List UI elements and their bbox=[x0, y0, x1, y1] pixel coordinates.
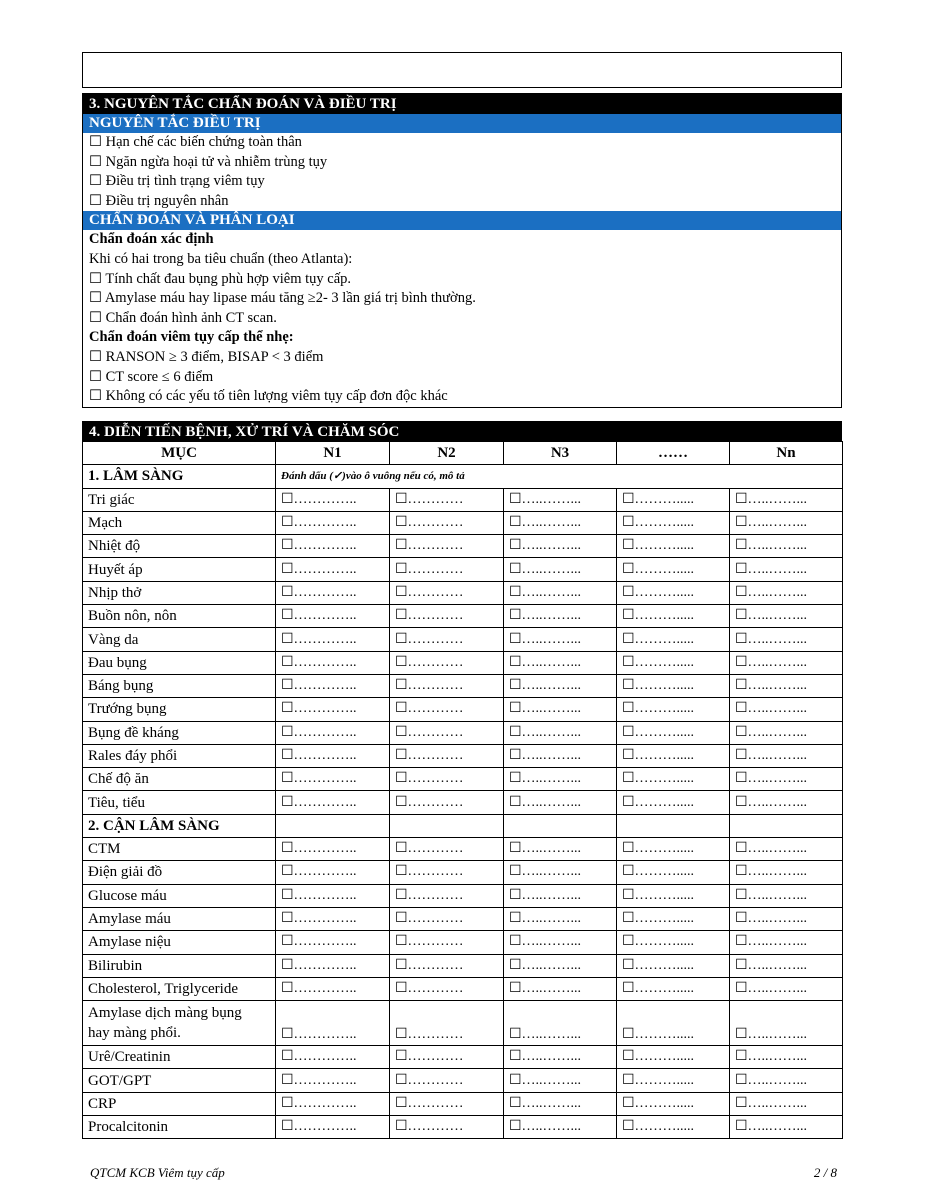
row-label: Cholesterol, Triglyceride bbox=[83, 977, 276, 1000]
section-3-principles bbox=[82, 93, 842, 408]
checkbox-cell[interactable]: ☐………… bbox=[390, 628, 504, 651]
row-label: Glucose máu bbox=[83, 884, 276, 907]
checkbox-cell[interactable]: ☐…..……... bbox=[730, 1116, 843, 1139]
table-row bbox=[83, 768, 843, 791]
table-row bbox=[83, 861, 843, 884]
checkbox-cell[interactable]: ☐…..……... bbox=[730, 954, 843, 977]
row-label: Trướng bụng bbox=[83, 698, 276, 721]
table-row bbox=[83, 931, 843, 954]
checkbox-cell[interactable]: ☐…..……... bbox=[504, 744, 617, 767]
checkbox-cell[interactable]: ☐………….. bbox=[276, 884, 390, 907]
checkbox-cell[interactable]: ☐………….. bbox=[276, 1001, 390, 1046]
lab-section-row bbox=[83, 814, 843, 837]
empty-cell bbox=[730, 814, 843, 837]
checkbox-cell[interactable]: ☐………..... bbox=[617, 721, 730, 744]
checkbox-cell[interactable]: ☐………… bbox=[390, 535, 504, 558]
checkbox-cell[interactable]: ☐………..... bbox=[617, 768, 730, 791]
checkbox-cell[interactable]: ☐………….. bbox=[276, 838, 390, 861]
checkbox-cell[interactable]: ☐………..... bbox=[617, 581, 730, 604]
checkbox-cell[interactable]: ☐………….. bbox=[276, 651, 390, 674]
checkbox-cell[interactable]: ☐………..... bbox=[617, 535, 730, 558]
checkbox-cell[interactable]: ☐………… bbox=[390, 1001, 504, 1046]
checkbox-cell[interactable]: ☐………….. bbox=[276, 744, 390, 767]
checkbox-cell[interactable]: ☐…..……... bbox=[504, 698, 617, 721]
checkbox-cell[interactable]: ☐…..……... bbox=[504, 1069, 617, 1092]
checkbox-cell[interactable]: ☐………… bbox=[390, 1046, 504, 1069]
row-label: Báng bụng bbox=[83, 674, 276, 697]
checkbox-cell[interactable]: ☐…..……... bbox=[504, 1001, 617, 1046]
checkbox-cell[interactable]: ☐………..... bbox=[617, 605, 730, 628]
checkbox-cell[interactable]: ☐…..……... bbox=[504, 931, 617, 954]
checkbox-cell[interactable]: ☐………… bbox=[390, 721, 504, 744]
checkbox-cell[interactable]: ☐………….. bbox=[276, 768, 390, 791]
checkbox-cell[interactable]: ☐………… bbox=[390, 791, 504, 814]
row-label: Vàng da bbox=[83, 628, 276, 651]
checklist-item[interactable]: ☐ Amylase máu hay lipase máu tăng ≥2- 3 lần giá trị bình thường. bbox=[89, 290, 476, 307]
footer-doc-title: QTCM KCB Viêm tụy cấp bbox=[90, 1165, 225, 1180]
checkbox-cell[interactable]: ☐………..... bbox=[617, 1046, 730, 1069]
checkbox-cell[interactable]: ☐………….. bbox=[276, 977, 390, 1000]
diagnosis-heading: CHẨN ĐOÁN VÀ PHÂN LOẠI bbox=[83, 211, 841, 230]
checklist-item[interactable]: ☐ Ngăn ngừa hoại tử và nhiễm trùng tụy bbox=[89, 153, 328, 170]
table-row bbox=[83, 838, 843, 861]
checkbox-cell[interactable]: ☐…..……... bbox=[504, 721, 617, 744]
checklist-item[interactable]: ☐ Hạn chế các biến chứng toàn thân bbox=[89, 134, 302, 150]
checkbox-cell[interactable]: ☐………..... bbox=[617, 1116, 730, 1139]
checkbox-cell[interactable]: ☐………..... bbox=[617, 884, 730, 907]
table-row bbox=[83, 674, 843, 697]
diagnosis-subheading: Chẩn đoán xác định bbox=[89, 231, 214, 248]
col-header: MỤC bbox=[83, 442, 276, 465]
checkbox-cell[interactable]: ☐………….. bbox=[276, 1069, 390, 1092]
checkbox-cell[interactable]: ☐…..……... bbox=[730, 651, 843, 674]
checkbox-cell[interactable]: ☐…..……... bbox=[504, 907, 617, 930]
table-row bbox=[83, 1046, 843, 1069]
checkbox-cell[interactable]: ☐………..... bbox=[617, 674, 730, 697]
checkbox-cell[interactable]: ☐…..……... bbox=[504, 558, 617, 581]
section-4-progress bbox=[82, 421, 842, 1139]
row-label bbox=[83, 1001, 276, 1046]
checkbox-cell[interactable]: ☐………… bbox=[390, 1092, 504, 1115]
empty-cell bbox=[390, 814, 504, 837]
checkbox-cell[interactable]: ☐…..……... bbox=[504, 977, 617, 1000]
treatment-principles-heading: NGUYÊN TẮC ĐIỀU TRỊ bbox=[83, 114, 841, 133]
checkbox-cell[interactable]: ☐…..……... bbox=[504, 838, 617, 861]
empty-header-box bbox=[82, 52, 842, 88]
checkbox-cell[interactable]: ☐………… bbox=[390, 884, 504, 907]
checkbox-cell[interactable]: ☐…..……... bbox=[730, 791, 843, 814]
checkbox-cell[interactable]: ☐…..……... bbox=[730, 838, 843, 861]
instruction-hint: Đánh dấu (✓)vào ô vuông nếu có, mô tả bbox=[276, 465, 843, 488]
checkbox-cell[interactable]: ☐………….. bbox=[276, 1046, 390, 1069]
row-label: Rales đáy phổi bbox=[83, 744, 276, 767]
checklist-item[interactable]: ☐ Không có các yếu tố tiên lượng viêm tụy cấp đơn độc khác bbox=[89, 388, 448, 405]
table-row bbox=[83, 1092, 843, 1115]
checkbox-cell[interactable]: ☐………… bbox=[390, 861, 504, 884]
checkbox-cell[interactable]: ☐…..……... bbox=[504, 581, 617, 604]
checkbox-cell[interactable]: ☐………….. bbox=[276, 791, 390, 814]
row-label: Bụng đề kháng bbox=[83, 721, 276, 744]
checkbox-cell[interactable]: ☐………… bbox=[390, 977, 504, 1000]
row-label: Điện giải đồ bbox=[83, 861, 276, 884]
checkbox-cell[interactable]: ☐………….. bbox=[276, 535, 390, 558]
checkbox-cell[interactable]: ☐………..... bbox=[617, 954, 730, 977]
checkbox-cell[interactable]: ☐…..……... bbox=[730, 674, 843, 697]
table-row bbox=[83, 907, 843, 930]
clinical-section-row bbox=[83, 465, 843, 488]
checkbox-cell[interactable]: ☐…..……... bbox=[504, 651, 617, 674]
checkbox-cell[interactable]: ☐…..……... bbox=[730, 581, 843, 604]
clinical-section-title: 1. LÂM SÀNG bbox=[83, 465, 276, 488]
checkbox-cell[interactable]: ☐…..……... bbox=[504, 1116, 617, 1139]
checkbox-cell[interactable]: ☐………..... bbox=[617, 977, 730, 1000]
checkbox-cell[interactable]: ☐………… bbox=[390, 698, 504, 721]
checkbox-cell[interactable]: ☐…..……... bbox=[504, 511, 617, 534]
row-label: CTM bbox=[83, 838, 276, 861]
checkbox-cell[interactable]: ☐…..……... bbox=[504, 605, 617, 628]
col-header: N2 bbox=[390, 442, 504, 465]
row-label: Huyết áp bbox=[83, 558, 276, 581]
table-row bbox=[83, 651, 843, 674]
checkbox-cell[interactable]: ☐………..... bbox=[617, 861, 730, 884]
checkbox-cell[interactable]: ☐………… bbox=[390, 1069, 504, 1092]
table-header-row bbox=[83, 442, 843, 465]
checkbox-cell[interactable]: ☐………… bbox=[390, 768, 504, 791]
col-header: …… bbox=[617, 442, 730, 465]
row-label: Tri giác bbox=[83, 488, 276, 511]
checkbox-cell[interactable]: ☐…..……... bbox=[730, 744, 843, 767]
table-row bbox=[83, 744, 843, 767]
checkbox-cell[interactable]: ☐…..……... bbox=[730, 884, 843, 907]
row-label: GOT/GPT bbox=[83, 1069, 276, 1092]
checkbox-cell[interactable]: ☐…..……... bbox=[730, 1069, 843, 1092]
checkbox-cell[interactable]: ☐………….. bbox=[276, 1116, 390, 1139]
checkbox-cell[interactable]: ☐………..... bbox=[617, 791, 730, 814]
table-row bbox=[83, 791, 843, 814]
checklist-item[interactable]: ☐ RANSON ≥ 3 điểm, BISAP < 3 điểm bbox=[89, 348, 324, 365]
row-label: Mạch bbox=[83, 511, 276, 534]
table-row bbox=[83, 1069, 843, 1092]
row-label: Urê/Creatinin bbox=[83, 1046, 276, 1069]
checkbox-cell[interactable]: ☐………….. bbox=[276, 605, 390, 628]
checkbox-cell[interactable]: ☐………… bbox=[390, 954, 504, 977]
checkbox-cell[interactable]: ☐………… bbox=[390, 1116, 504, 1139]
row-label: Tiêu, tiểu bbox=[83, 791, 276, 814]
table-row bbox=[83, 628, 843, 651]
checkbox-cell[interactable]: ☐………..... bbox=[617, 698, 730, 721]
col-header: N1 bbox=[276, 442, 390, 465]
checkbox-cell[interactable]: ☐…..……... bbox=[504, 768, 617, 791]
checkbox-cell[interactable]: ☐…..……... bbox=[504, 954, 617, 977]
lab-section-title: 2. CẬN LÂM SÀNG bbox=[83, 814, 276, 837]
table-row bbox=[83, 511, 843, 534]
checkbox-cell[interactable]: ☐…..……... bbox=[504, 628, 617, 651]
empty-cell bbox=[504, 814, 617, 837]
table-row bbox=[83, 698, 843, 721]
empty-cell bbox=[617, 814, 730, 837]
mild-diagnosis-subheading: Chẩn đoán viêm tụy cấp thể nhẹ: bbox=[89, 329, 294, 346]
checklist-item[interactable]: ☐ CT score ≤ 6 điểm bbox=[89, 368, 214, 385]
checkbox-cell[interactable]: ☐………… bbox=[390, 838, 504, 861]
checkbox-cell[interactable]: ☐………….. bbox=[276, 954, 390, 977]
row-label: Nhiệt độ bbox=[83, 535, 276, 558]
row-label: Bilirubin bbox=[83, 954, 276, 977]
checkbox-cell[interactable]: ☐………..... bbox=[617, 744, 730, 767]
diagnosis-intro: Khi có hai trong ba tiêu chuẩn (theo Atlanta): bbox=[89, 250, 353, 267]
checkbox-cell[interactable]: ☐………..... bbox=[617, 838, 730, 861]
checkbox-cell[interactable]: ☐…..……... bbox=[730, 511, 843, 534]
checkbox-cell[interactable]: ☐………….. bbox=[276, 907, 390, 930]
row-label: Procalcitonin bbox=[83, 1116, 276, 1139]
row-label: Nhịp thở bbox=[83, 581, 276, 604]
row-label: Đau bụng bbox=[83, 651, 276, 674]
checkbox-cell[interactable]: ☐…..……... bbox=[730, 861, 843, 884]
checkbox-cell[interactable]: ☐………….. bbox=[276, 861, 390, 884]
checkbox-cell[interactable]: ☐…..……... bbox=[730, 488, 843, 511]
table-row bbox=[83, 605, 843, 628]
checklist-item[interactable]: ☐ Điều trị tình trạng viêm tụy bbox=[89, 173, 265, 190]
row-label-line: hay màng phổi. bbox=[88, 1025, 181, 1042]
checkbox-cell[interactable]: ☐…..……... bbox=[730, 1046, 843, 1069]
checkbox-cell[interactable]: ☐…..……... bbox=[504, 1092, 617, 1115]
table-row bbox=[83, 721, 843, 744]
checkbox-cell[interactable]: ☐…..……... bbox=[730, 907, 843, 930]
table-row bbox=[83, 1116, 843, 1139]
footer-page-number: 2 / 8 bbox=[813, 1165, 837, 1180]
checkbox-cell[interactable]: ☐………..... bbox=[617, 628, 730, 651]
checklist-item[interactable]: ☐ Điều trị nguyên nhân bbox=[89, 192, 229, 209]
table-row bbox=[83, 581, 843, 604]
checkbox-cell[interactable]: ☐………… bbox=[390, 558, 504, 581]
checkbox-cell[interactable]: ☐………..... bbox=[617, 1001, 730, 1046]
checkbox-cell[interactable]: ☐………..... bbox=[617, 1092, 730, 1115]
checkbox-cell[interactable]: ☐………… bbox=[390, 744, 504, 767]
row-label: Amylase máu bbox=[83, 907, 276, 930]
table-row bbox=[83, 954, 843, 977]
checkbox-cell[interactable]: ☐…..……... bbox=[730, 535, 843, 558]
checkbox-cell[interactable]: ☐…..……... bbox=[730, 628, 843, 651]
progress-table bbox=[82, 441, 843, 1139]
checkbox-cell[interactable]: ☐…..……... bbox=[730, 977, 843, 1000]
checkbox-cell[interactable]: ☐………..... bbox=[617, 651, 730, 674]
row-label: CRP bbox=[83, 1092, 276, 1115]
checkbox-cell[interactable]: ☐………… bbox=[390, 651, 504, 674]
checkbox-cell[interactable]: ☐………..... bbox=[617, 558, 730, 581]
checkbox-cell[interactable]: ☐………… bbox=[390, 931, 504, 954]
checkbox-cell[interactable]: ☐………….. bbox=[276, 511, 390, 534]
table-row bbox=[83, 977, 843, 1000]
checkbox-cell[interactable]: ☐…..……... bbox=[730, 721, 843, 744]
checkbox-cell[interactable]: ☐…..……... bbox=[504, 1046, 617, 1069]
checkbox-cell[interactable]: ☐………….. bbox=[276, 1092, 390, 1115]
checkbox-cell[interactable]: ☐………..... bbox=[617, 488, 730, 511]
checkbox-cell[interactable]: ☐………….. bbox=[276, 931, 390, 954]
checkbox-cell[interactable]: ☐………….. bbox=[276, 581, 390, 604]
checkbox-cell[interactable]: ☐…..……... bbox=[504, 674, 617, 697]
checkbox-cell[interactable]: ☐…..……... bbox=[730, 558, 843, 581]
checkbox-cell[interactable]: ☐…..……... bbox=[730, 1092, 843, 1115]
checkbox-cell[interactable]: ☐…..……... bbox=[504, 861, 617, 884]
section-4-title: 4. DIỄN TIẾN BỆNH, XỬ TRÍ VÀ CHĂM SÓC bbox=[82, 421, 842, 441]
checkbox-cell[interactable]: ☐………… bbox=[390, 674, 504, 697]
checkbox-cell[interactable]: ☐………… bbox=[390, 511, 504, 534]
checkbox-cell[interactable]: ☐…..……... bbox=[730, 698, 843, 721]
section-3-title: 3. NGUYÊN TẮC CHẨN ĐOÁN VÀ ĐIỀU TRỊ bbox=[83, 94, 841, 114]
table-row bbox=[83, 558, 843, 581]
checkbox-cell[interactable]: ☐…..……... bbox=[730, 605, 843, 628]
checkbox-cell[interactable]: ☐…..……... bbox=[504, 791, 617, 814]
checkbox-cell[interactable]: ☐………… bbox=[390, 581, 504, 604]
checkbox-cell[interactable]: ☐………….. bbox=[276, 558, 390, 581]
checkbox-cell[interactable]: ☐………….. bbox=[276, 628, 390, 651]
checkbox-cell[interactable]: ☐………… bbox=[390, 907, 504, 930]
table-row bbox=[83, 884, 843, 907]
col-header: Nn bbox=[730, 442, 843, 465]
checklist-item[interactable]: ☐ Chẩn đoán hình ảnh CT scan. bbox=[89, 309, 277, 326]
checkbox-cell[interactable]: ☐…..……... bbox=[730, 931, 843, 954]
row-label-line: Amylase dịch màng bụng bbox=[88, 1005, 242, 1022]
checkbox-cell[interactable]: ☐………..... bbox=[617, 511, 730, 534]
checklist-item[interactable]: ☐ Tính chất đau bụng phù hợp viêm tụy cấp. bbox=[89, 270, 352, 287]
col-header: N3 bbox=[504, 442, 617, 465]
checkbox-cell[interactable]: ☐………….. bbox=[276, 674, 390, 697]
checkbox-cell[interactable]: ☐………..... bbox=[617, 931, 730, 954]
checkbox-cell[interactable]: ☐…..……... bbox=[504, 488, 617, 511]
row-label: Chế độ ăn bbox=[83, 768, 276, 791]
checkbox-cell[interactable]: ☐………… bbox=[390, 488, 504, 511]
table-row bbox=[83, 1001, 843, 1046]
checkbox-cell[interactable]: ☐…..……... bbox=[504, 535, 617, 558]
table-row bbox=[83, 488, 843, 511]
table-row bbox=[83, 535, 843, 558]
checkbox-cell[interactable]: ☐………….. bbox=[276, 721, 390, 744]
checkbox-cell[interactable]: ☐…..……... bbox=[504, 884, 617, 907]
empty-cell bbox=[276, 814, 390, 837]
checkbox-cell[interactable]: ☐…..……... bbox=[730, 768, 843, 791]
checkbox-cell[interactable]: ☐………… bbox=[390, 605, 504, 628]
row-label: Buồn nôn, nôn bbox=[83, 605, 276, 628]
row-label: Amylase niệu bbox=[83, 931, 276, 954]
checkbox-cell[interactable]: ☐…..……... bbox=[730, 1001, 843, 1046]
checkbox-cell[interactable]: ☐………..... bbox=[617, 1069, 730, 1092]
checkbox-cell[interactable]: ☐………….. bbox=[276, 488, 390, 511]
checkbox-cell[interactable]: ☐………….. bbox=[276, 698, 390, 721]
checkbox-cell[interactable]: ☐………..... bbox=[617, 907, 730, 930]
